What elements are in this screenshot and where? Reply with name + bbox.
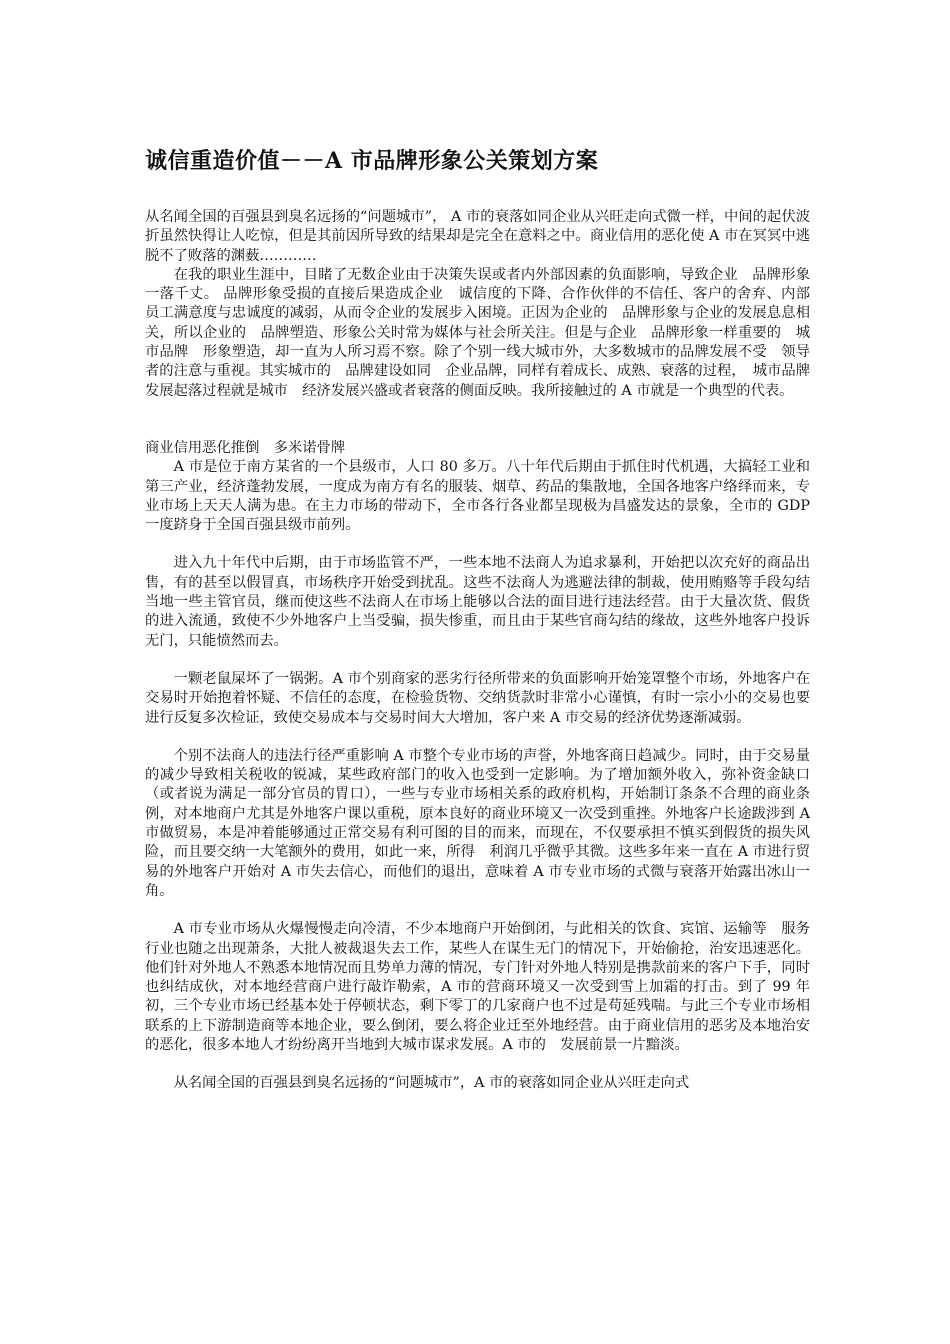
body-paragraph-1: A 市是位于南方某省的一个县级市，人口 80 多万。八十年代后期由于抓住时代机遇，大搞轻工业和第三产业，经济蓬勃发展，一度成为南方有名的服装、烟草、药品的集散地，全国各地客户络绎而来，专业市场上天天人满为患。在主力市场的带动下，全市各行各业都呈现极为昌盛发达的景象，全市的 GDP 一度跻身于全国百强县级市前列。 xyxy=(145,459,810,534)
paragraph-spacer xyxy=(145,651,810,670)
paragraph-spacer xyxy=(145,901,810,920)
preface-paragraph: 在我的职业生涯中，目睹了无数企业由于决策失误或者内外部因素的负面影响，导致企业 品牌形象一落千丈。 品牌形象受损的直接后果造成企业 诚信度的下降、合作伙伴的不信任、客户的舍弃、内部 员工满意度与忠诚度的减弱，从而令企业的发展步入困境。正因为企业的 品牌形象与企业的发展息息相关，所以企业的 品牌塑造、形象公关时常为媒体与社会所关注。但是与企业 品牌形象一样重要的 城市品牌 形象塑造，却一直为人所习焉不察。除了个别一线大城市外，大多数城市的品牌发展不受 领导者的注意与重视。其实城市的 品牌建设如同 企业品牌，同样有着成长、成熟、衰落的过程， 城市品牌发展起落过程就是城市 经济发展兴盛或者衰落的侧面反映。我所接触过的 A 市就是一个典型的代表。 xyxy=(145,266,825,399)
intro-paragraph: 从名闻全国的百强县到臭名远扬的“问题城市”， A 市的衰落如同企业从兴旺走向式微一样，中间的起伏波折虽然快得让人吃惊，但是其前因所导致的结果却是完全在意料之中。商业信用的恶化使 A 市在冥冥中逃脱不了败落的渊薮………… xyxy=(145,209,810,264)
paragraph-spacer xyxy=(145,401,810,439)
body-paragraph-4: 个别不法商人的违法行径严重影响 A 市整个专业市场的声誉，外地客商日趋减少。同时，由于交易量的减少导致相关税收的锐减，某些政府部门的收入也受到一定影响。为了增加额外收入，弥补资金缺口（或者说为满足一部分官员的胃口），一些与专业市场相关系的政府机构，开始制订条条不合理的商业条例，对本地商户尤其是外地客户课以重税，原本良好的商业环境又一次受到重挫。外地客户长途跋涉到 A 市做贸易，本是冲着能够通过正常交易有利可图的目的而来，而现在，不仅要承担不慎买到假货的损失风险，而且要交纳一大笔额外的费用，如此一来，所得 利润几乎微乎其微。这些多年来一直在 A 市进行贸易的外地客户开始对 A 市失去信心，而他们的退出，意味着 A 市专业市场的式微与衰落开始露出冰山一角。 xyxy=(145,747,810,899)
document-body xyxy=(145,208,825,1094)
body-paragraph-3: 一颗老鼠屎坏了一锅粥。A 市个别商家的恶劣行径所带来的负面影响开始笼罩整个市场，外地客户在交易时开始抱着怀疑、不信任的态度，在检验货物、交纳货款时非常小心谨慎，有时一宗小小的交易也要进行反复多次检证，致使交易成本与交易时间大大增加，客户来 A 市交易的经济优势逐渐减弱。 xyxy=(145,670,810,726)
body-paragraph-2: 进入九十年代中后期，由于市场监管不严，一些本地不法商人为追求暴利，开始把以次充好的商品出售，有的甚至以假冒真，市场秩序开始受到扰乱。这些不法商人为逃避法律的制裁，使用贿赂等手段勾结当地一些主管官员，继而使这些不法商人在市场上能够以合法的面目进行违法经营。由于大量次货、假货的进入流通，致使不少外地客户上当受骗，损失惨重，而且由于某些官商勾结的缘故，这些外地客户投诉无门，只能愤然而去。 xyxy=(145,555,810,649)
paragraph-spacer xyxy=(145,728,810,747)
document-title: 诚信重造价值－－A 市品牌形象公关策划方案 xyxy=(145,148,599,174)
paragraph-spacer xyxy=(145,535,810,554)
section-heading: 商业信用恶化推倒 多米诺骨牌 xyxy=(145,439,346,456)
body-paragraph-6: 从名闻全国的百强县到臭名远扬的“问题城市”，A 市的衰落如同企业从兴旺走向式 xyxy=(173,1075,690,1092)
paragraph-spacer xyxy=(145,1055,810,1074)
body-paragraph-5: A 市专业市场从火爆慢慢走向冷清，不少本地商户开始倒闭，与此相关的饮食、宾馆、运输等 服务行业也随之出现萧条，大批人被裁退失去工作，某些人在谋生无门的情况下，开始偷抢，治安迅速恶化。他们针对外地人不熟悉本地情况而且势单力薄的情况，专门针对外地人特别是携款前来的客户下手，同时也纠结成伙，对本地经营商户进行敲诈勒索，A 市的营商环境又一次受到雪上加霜的打击。到了 99 年初，三个专业市场已经基本处于停顿状态，剩下零丁的几家商户也不过是苟延残喘。与此三个专业市场相联系的上下游制造商等本地企业，要么倒闭，要么将企业迁至外地经营。由于商业信用的恶劣及本地治安的恶化，很多本地人才纷纷离开当地到大城市谋求发展。A 市的 发展前景一片黯淡。 xyxy=(145,921,810,1053)
